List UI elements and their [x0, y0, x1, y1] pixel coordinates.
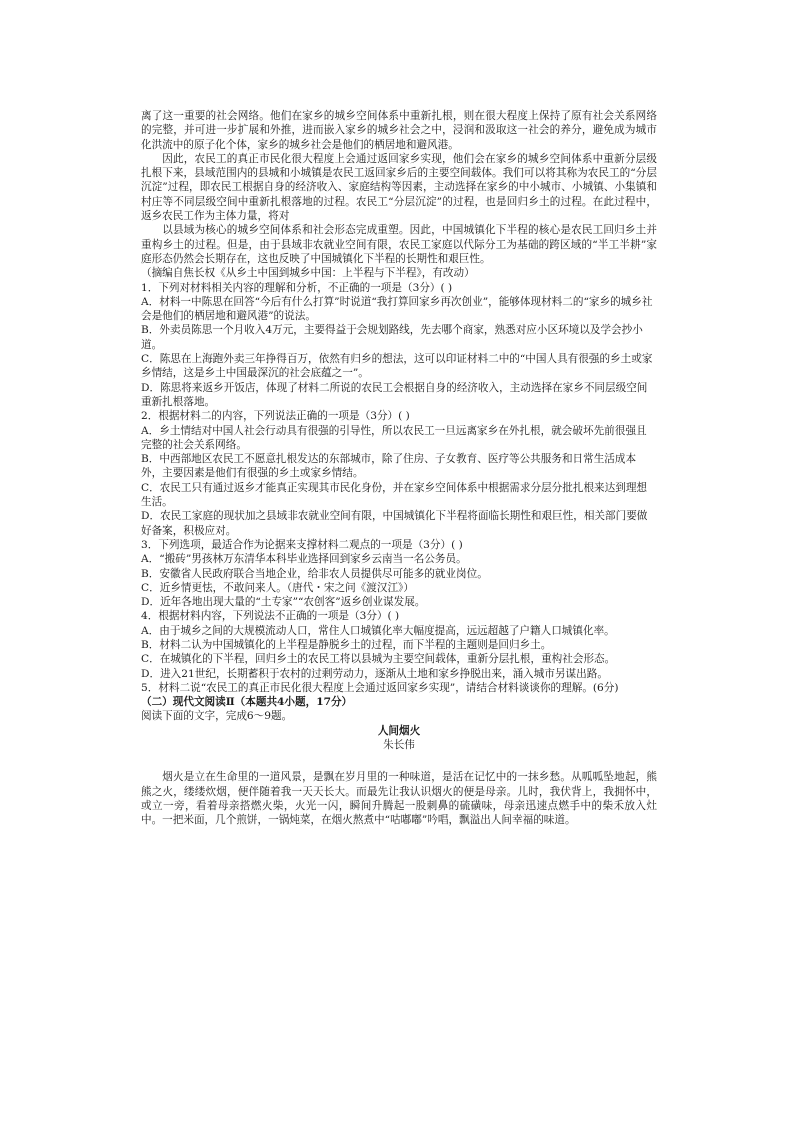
question-stem: 3．下列选项，最适合作为论据来支撑材料二观点的一项是（3分）( )	[141, 538, 463, 551]
question-stem: 4．根据材料内容，下列说法不正确的一项是（3分）( )	[141, 610, 400, 623]
answer-option: D．农民工家庭的现状加之县域非农就业空间有限，中国城镇化下半程将面临长期性和艰巨性，相关部门要做好备案，积极应对。	[141, 510, 648, 537]
question-stem: 2．根据材料二的内容，下列说法正确的一项是（3分）( )	[141, 410, 410, 423]
section-header: （二）现代文阅读Ⅱ（本题共4小题，17分）	[141, 696, 353, 709]
essay-paragraph: 烟火是立在生命里的一道风景，是飘在岁月里的一种味道，是活在记忆中的一抹乡愁。从呱呱坠地起，熊熊之火，缕缕炊烟，便伴随着我一天天长大。而最先让我认识烟火的便是母亲。儿时，我伏背上，我拥怀中，或立一旁，看着母亲搭燃火柴，火光一闪，瞬间升腾起一股刺鼻的硫磺味，母亲迅速点燃手中的柴禾放入灶中。一把米面，几个煎饼，一锅炖菜，在烟火熬煮中“咕嘟嘟”吟唱，飘溢出人间幸福的味道。	[141, 771, 657, 827]
passage-paragraph: 因此，农民工的真正市民化很大程度上会通过返回家乡实现，他们会在家乡的城乡空间体系中重新分层级扎根下来，县域范围内的县城和小城镇是农民工返回家乡后的主要空间载体。我们可以将其称为农民工的“分层沉淀”过程，即农民工根据自身的经济收入、家庭结构等因素，主动选择在家乡的中小城市、小城镇、小集镇和村庄等不同层级空间中重新扎根落地的过程。农民工“分层沉淀”的过程，也是回归乡土的过程。在此过程中，返乡农民工作为主体力量，将对	[141, 152, 657, 223]
answer-option: C．近乡情更怯，不敢问来人。（唐代・宋之问《渡汉江》）	[141, 581, 414, 594]
answer-option: C．在城镇化的下半程，回归乡土的农民工将以县城为主要空间载体，重新分层扎根，重构社会形态。	[141, 653, 616, 666]
answer-option: A．材料一中陈思在回答“今后有什么打算”时说道“我打算回家乡再次创业”，能够体现材料二的“家乡的城乡社会是他们的栖居地和避风港”的说法。	[141, 295, 653, 323]
passage-paragraph: 离了这一重要的社会网络。他们在家乡的城乡空间体系中重新扎根，则在很大程度上保持了原有社会关系网络的完整，并可进一步扩展和外推，进而嵌入家乡的城乡社会之中，浸润和汲取这一社会的养分，避免成为城市化洪流中的原子化个体，家乡的城乡社会是他们的栖居地和避风港。	[141, 110, 657, 151]
answer-option: B．材料二认为中国城镇化的上半程是静脱乡土的过程，而下半程的主题则是回归乡土。	[141, 638, 552, 651]
essay-title: 人间烟火	[377, 724, 421, 737]
question-stem: 5．材料二说“农民工的真正市民化很大程度上会通过返回家乡实现”，请结合材料谈谈你的理解。(6分)	[141, 681, 619, 694]
answer-option: A．由于城乡之间的大规模流动人口，常住人口城镇化率大幅度提高，远远超越了户籍人口城镇化率。	[141, 624, 615, 637]
answer-option: B．中西部地区农民工不愿意扎根发达的东部城市，除了住房、子女教育、医疗等公共服务和日常生活成本外，主要因素是他们有很强的乡土或家乡情结。	[141, 453, 637, 480]
document-page	[141, 109, 657, 828]
answer-option: B．外卖员陈思一个月收入4万元，主要得益于会规划路线，先去哪个商家，熟悉对应小区环境以及学会抄小道。	[141, 324, 643, 351]
answer-option: B．安徽省人民政府联合当地企业，给非农人员提供尽可能多的就业岗位。	[141, 567, 488, 580]
answer-option: D．近年各地出现大量的“土专家”“农创客”返乡创业谋发展。	[141, 596, 426, 609]
answer-option: A．乡土情结对中国人社会行动具有很强的引导性，所以农民工一旦远离家乡在外扎根，就会破坏先前很强且完整的社会关系网络。	[141, 424, 647, 451]
answer-option: D．陈思将来返乡开饭店，体现了材料二所说的农民工会根据自身的经济收入，主动选择在家乡不同层级空间重新扎根落地。	[141, 381, 648, 408]
essay-author: 朱长伟	[383, 739, 415, 752]
answer-option: C．农民工只有通过返乡才能真正实现其市民化身份，并在家乡空间体系中根据需求分层分批扎根来达到理想生活。	[141, 481, 648, 509]
question-stem: 1．下列对材料相关内容的理解和分析，不正确的一项是（3分）( )	[141, 281, 453, 294]
answer-option: D．进入21世纪，长期蓄积于农村的过剩劳动力，逐渐从土地和家乡挣脱出来，涌入城市另谋出路。	[141, 667, 608, 680]
answer-option: C．陈思在上海跑外卖三年挣得百万，依然有归乡的想法，这可以印证材料二中的“中国人具有很强的乡土或家乡情结，这是乡土中国最深沉的社会底蕴之一”。	[141, 353, 653, 380]
passage-paragraph: 以县域为核心的城乡空间体系和社会形态完成重塑。因此，中国城镇化下半程的核心是农民工回归乡土并重构乡土的过程。但是，由于县域非农就业空间有限，农民工家庭以代际分工为基础的跨区域的“半工半耕”家庭形态仍然会长期存在，这也反映了中国城镇化下半程的长期性和艰巨性。	[141, 224, 657, 265]
source-citation: （摘编自焦长权《从乡土中国到城乡中国：上半程与下半程》，有改动）	[141, 267, 475, 280]
answer-option: A．“搬砖”男孩林万东清华本科毕业选择回到家乡云南当一名公务员。	[141, 553, 467, 566]
reading-instruction: 阅读下面的文字，完成6～9题。	[141, 710, 293, 723]
